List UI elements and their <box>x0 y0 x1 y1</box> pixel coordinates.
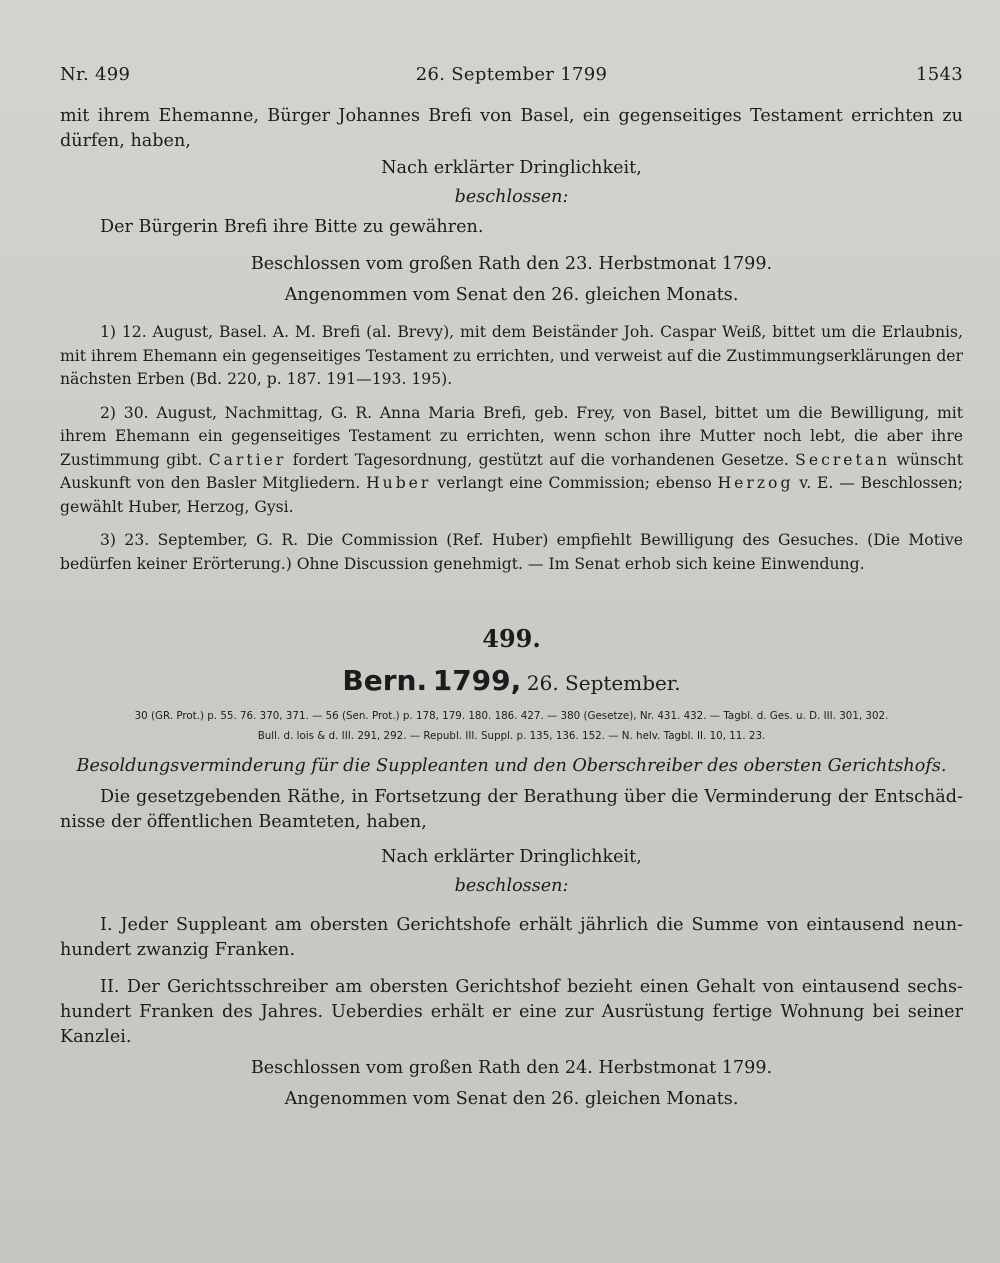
entry-rath-line: Beschlossen vom großen Rath den 24. Herbstmonat 1799. <box>250 1058 773 1078</box>
entry-senat-line: Angenommen vom Senat den 26. gleichen Monats. <box>284 1089 739 1109</box>
footnotes <box>60 321 963 576</box>
entry-article-1: I. Jeder Suppleant am obersten Gerichtshofe erhält jährlich die Summe von eintausend neunhundert zwanzig Franken. <box>60 915 963 960</box>
entry-place: Bern. <box>342 664 428 697</box>
footnote-2-part-d: verlangt eine Commission; ebenso <box>437 474 712 492</box>
footnote-2-part-c: wünscht Auskunft von den Basler Mitgliedern. <box>60 450 963 492</box>
footnote-2-part-b: fordert Tagesordnung, gestützt auf die vorhandenen Gesetze. <box>292 450 789 469</box>
prev-beschlossen: beschlossen: <box>454 187 569 207</box>
prev-intro: mit ihrem Ehemanne, Bürger Johannes Brefi von Basel, ein gegenseitiges Testament errichten zu dürfen, haben, <box>60 106 963 151</box>
speaker-herzog: Herzog <box>717 474 794 492</box>
entry-intro: Die gesetzgebenden Räthe, in Fortsetzung der Berathung über die Verminderung der Entschädnisse der öffentlichen Beamteten, haben, <box>60 787 963 832</box>
entry-sources-line-2: Bull. d. lois & d. III. 291, 292. — Republ. III. Suppl. p. 135, 136. 152. — N. helv. Tagbl. II. 10, 11. 23. <box>257 730 766 742</box>
prev-senat-line: Angenommen vom Senat den 26. gleichen Monats. <box>284 285 739 305</box>
prev-nach-dringlichkeit: Nach erklärter Dringlichkeit, <box>381 158 642 178</box>
entry-date: 26. September. <box>526 671 681 695</box>
speaker-secretan: Secretan <box>795 450 891 469</box>
header-entry-number: Nr. 499 <box>60 64 131 85</box>
speaker-cartier: Cartier <box>208 450 287 469</box>
entry-nach-dringlichkeit: Nach erklärter Dringlichkeit, <box>381 847 642 867</box>
prev-rath-line: Beschlossen vom großen Rath den 23. Herbstmonat 1799. <box>250 254 773 274</box>
page-header <box>60 64 963 94</box>
document-body <box>60 104 963 1112</box>
entry-number: 499. <box>482 624 541 653</box>
speaker-huber: Huber <box>366 474 432 492</box>
footnote-1: 1) 12. August, Basel. A. M. Brefi (al. Brevy), mit dem Beiständer Joh. Caspar Weiß, bittet um die Erlaubnis, mit ihrem Ehemann ein gegenseitiges Testament zu errichten, und verweist auf die Zustimmungserklärungen der nächsten Erben (Bd. 220, p. 187. 191—193. 195). <box>60 323 963 388</box>
entry-article-2: II. Der Gerichtsschreiber am obersten Gerichtshof bezieht einen Gehalt von eintausend sechshundert Franken des Jahres. Ueberdies erhält er eine zur Ausrüstung fertige Wohnung bei seiner Kanzlei. <box>60 977 963 1047</box>
prev-decision: Der Bürgerin Brefi ihre Bitte zu gewähren. <box>100 217 484 237</box>
footnote-2 <box>60 402 963 520</box>
header-date: 26. September 1799 <box>415 64 608 85</box>
header-page-number: 1543 <box>915 64 963 85</box>
footnote-2-part-e: v. E. — Beschlossen; gewählt Huber, Herzog, Gysi. <box>60 474 964 516</box>
entry-beschlossen: beschlossen: <box>454 876 569 896</box>
footnote-3: 3) 23. September, G. R. Die Commission (Ref. Huber) empfiehlt Bewilligung des Gesuches. (Die Motive bedürfen keiner Erörterung.) Ohne Discussion genehmigt. — Im Senat erhob sich keine Einwendung. <box>60 531 963 573</box>
entry-heading <box>60 662 963 704</box>
footnote-2-part-a: 2) 30. August, Nachmittag, G. R. Anna Maria Brefi, geb. Frey, von Basel, bittet um die Bewilligung, mit ihrem Ehemann ein gegenseitiges Testament zu errichten, wenn schon ihre Mutter noch lebt, die aber ihre Zustimmung gibt. <box>60 403 963 469</box>
entry-year: 1799, <box>432 664 522 697</box>
entry-title: Besoldungsverminderung für die Suppleanten und den Oberschreiber des obersten Gerichtshofs. <box>76 756 947 776</box>
entry-sources-line-1: 30 (GR. Prot.) p. 55. 76. 370, 371. — 56 (Sen. Prot.) p. 178, 179. 180. 186. 427. — 380 (Gesetze), Nr. 431. 432. — Tagbl. d. Ges. u. D. III. 301, 302. <box>134 710 889 722</box>
